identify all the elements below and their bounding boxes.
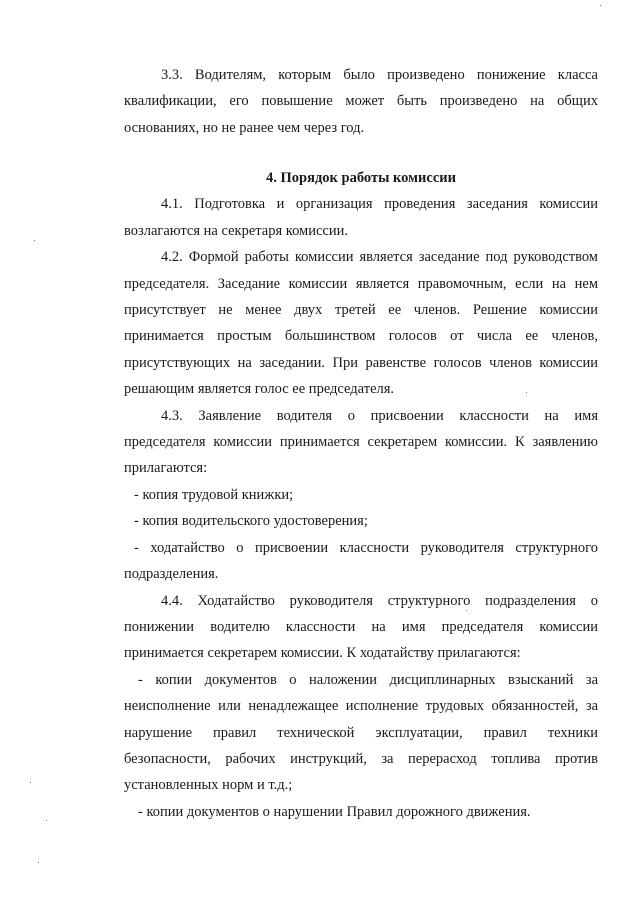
scan-speck	[38, 862, 39, 863]
scan-speck	[466, 610, 467, 611]
scan-speck	[46, 820, 47, 821]
section-heading-4: 4. Порядок работы комиссии	[266, 170, 456, 186]
paragraph-4-4: 4.4. Ходатайство руководителя структурного подразделения о понижении водителю классности на имя председателя комиссии принимается секретарем комиссии. К ходатайству прилагаются:	[124, 592, 598, 662]
paragraph-3-3: 3.3. Водителям, которым было произведено понижение класса квалификации, его повышение может быть произведено на общих основаниях, но не ранее чем через год.	[124, 67, 598, 136]
page-text-top	[124, 62, 598, 141]
list-item-petition-assign: - ходатайство о присвоении классности руководителя структурного подразделения.	[124, 539, 598, 583]
paragraph-4-2: 4.2. Формой работы комиссии является заседание под руководством председателя. Заседание комиссии является правомочным, если на нем присутствует не менее двух третей ее членов. Решение комиссии принимается простым большинством голосов от числа ее членов, присутствующих на заседании. При равенстве голосов членов комиссии решающим является голос ее председателя.	[124, 249, 598, 398]
list-item-driver-license: - копия водительского удостоверения;	[134, 513, 368, 530]
list-item-work-record: - копия трудовой книжки;	[134, 486, 294, 503]
paragraph-4-1: 4.1. Подготовка и организация проведения заседания комиссии возлагаются на секретаря комиссии.	[124, 196, 598, 239]
list-item-disciplinary-docs: - копии документов о наложении дисциплинарных взысканий за неисполнение или ненадлежащее исполнение трудовых обязанностей, за нарушение правил технической эксплуатации, правил техники безопасности, рабочих инструкций, за перерасход топлива против установленных норм и т.д.;	[124, 671, 598, 794]
scan-speck	[600, 5, 601, 6]
page-text-main	[124, 165, 598, 825]
scan-speck	[34, 240, 35, 241]
scan-speck	[526, 392, 527, 393]
list-item-traffic-violation-docs: - копии документов о нарушении Правил дорожного движения.	[138, 803, 531, 820]
scan-speck	[30, 782, 31, 783]
paragraph-4-3: 4.3. Заявление водителя о присвоении классности на имя председателя комиссии принимается секретарем комиссии. К заявлению прилагаются:	[124, 407, 598, 477]
